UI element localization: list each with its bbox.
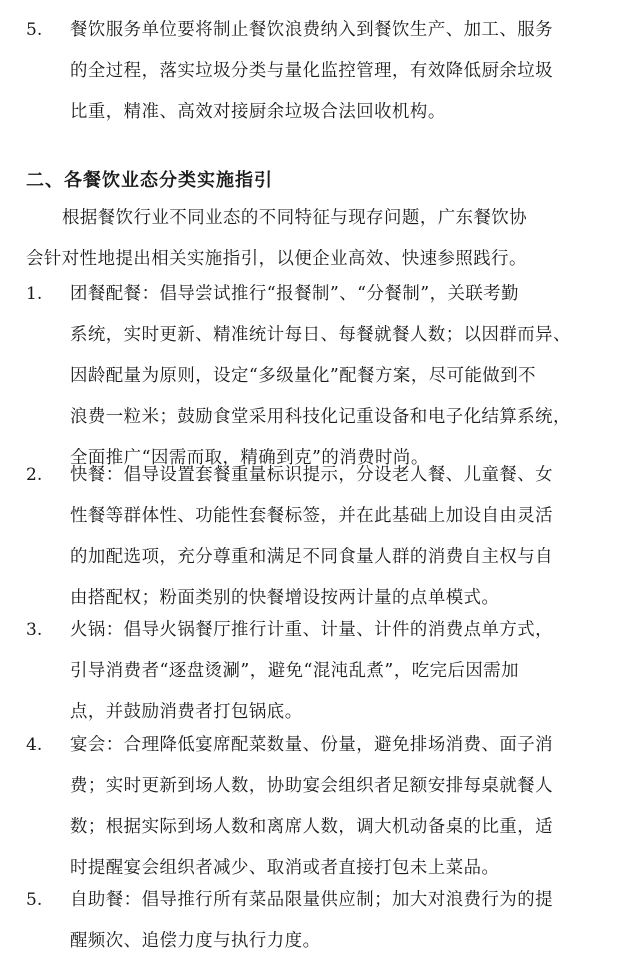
text-line: 餐饮服务单位要将制止餐饮浪费纳入到餐饮生产、加工、服务	[70, 20, 554, 40]
text-line: 比重，精准、高效对接厨余垃圾合法回收机构。	[70, 102, 446, 122]
text-line: 全面推广“因需而取，精确到克”的消费时尚。	[70, 448, 429, 468]
list-item	[26, 610, 626, 733]
text-line: 因龄配量为原则，设定“多级量化”配餐方案，尽可能做到不	[70, 366, 537, 386]
list-item-number: 5.	[26, 890, 43, 910]
list-item-body	[70, 610, 626, 733]
text-line: 的全过程，落实垃圾分类与量化监控管理，有效降低厨余垃圾	[70, 61, 554, 81]
intro-paragraph	[26, 198, 626, 280]
text-line: 浪费一粒米；鼓励食堂采用科技化记重设备和电子化结算系统，	[70, 407, 571, 427]
text-line: 会针对性地提出相关实施指引，以便企业高效、快速参照践行。	[26, 249, 527, 269]
text-line: 系统，实时更新、精准统计每日、每餐就餐人数；以因群而异、	[70, 325, 571, 345]
list-item-number: 3.	[26, 620, 43, 640]
list-item-number: 4.	[26, 735, 43, 755]
list-item-body	[70, 10, 626, 133]
text-line: 快餐：倡导设置套餐重量标识提示，分设老人餐、儿童餐、女	[70, 465, 554, 485]
list-item-number: 5.	[26, 20, 43, 40]
text-line: 点，并鼓励消费者打包锅底。	[70, 702, 303, 722]
list-item	[26, 455, 626, 619]
list-item-body	[70, 880, 626, 962]
text-line: 引导消费者“逐盘烫涮”，避免“混沌乱煮”，吃完后因需加	[70, 661, 520, 681]
text-line: 数；根据实际到场人数和离席人数，调大机动备桌的比重，适	[70, 817, 554, 837]
text-line: 根据餐饮行业不同业态的不同特征与现存问题，广东餐饮协	[62, 208, 528, 228]
list-item	[26, 274, 626, 479]
text-line: 宴会：合理降低宴席配菜数量、份量，避免排场消费、面子消	[70, 735, 554, 755]
text-line: 团餐配餐：倡导尝试推行“报餐制”、“分餐制”，关联考勤	[70, 284, 520, 304]
text-line: 性餐等群体性、功能性套餐标签，并在此基础上加设自由灵活	[70, 506, 554, 526]
text-line: 由搭配权；粉面类别的快餐增设按两计量的点单模式。	[70, 588, 500, 608]
list-item	[26, 10, 626, 133]
text-line: 自助餐：倡导推行所有菜品限量供应制；加大对浪费行为的提	[70, 890, 554, 910]
text-line: 火锅：倡导火锅餐厅推行计重、计量、计件的消费点单方式，	[70, 620, 554, 640]
list-item-number: 2.	[26, 465, 43, 485]
text-line: 时提醒宴会组织者减少、取消或者直接打包未上菜品。	[70, 858, 500, 878]
list-item-number: 1.	[26, 284, 43, 304]
text-line: 醒频次、追偿力度与执行力度。	[70, 931, 321, 951]
list-item	[26, 725, 626, 889]
text-line: 的加配选项，充分尊重和满足不同食量人群的消费自主权与自	[70, 547, 554, 567]
list-item-body	[70, 455, 626, 619]
list-item-body	[70, 725, 626, 889]
section-heading: 二、各餐饮业态分类实施指引	[26, 170, 273, 191]
text-line: 费；实时更新到场人数，协助宴会组织者足额安排每桌就餐人	[70, 776, 554, 796]
list-item-body	[70, 274, 626, 479]
list-item	[26, 880, 626, 962]
